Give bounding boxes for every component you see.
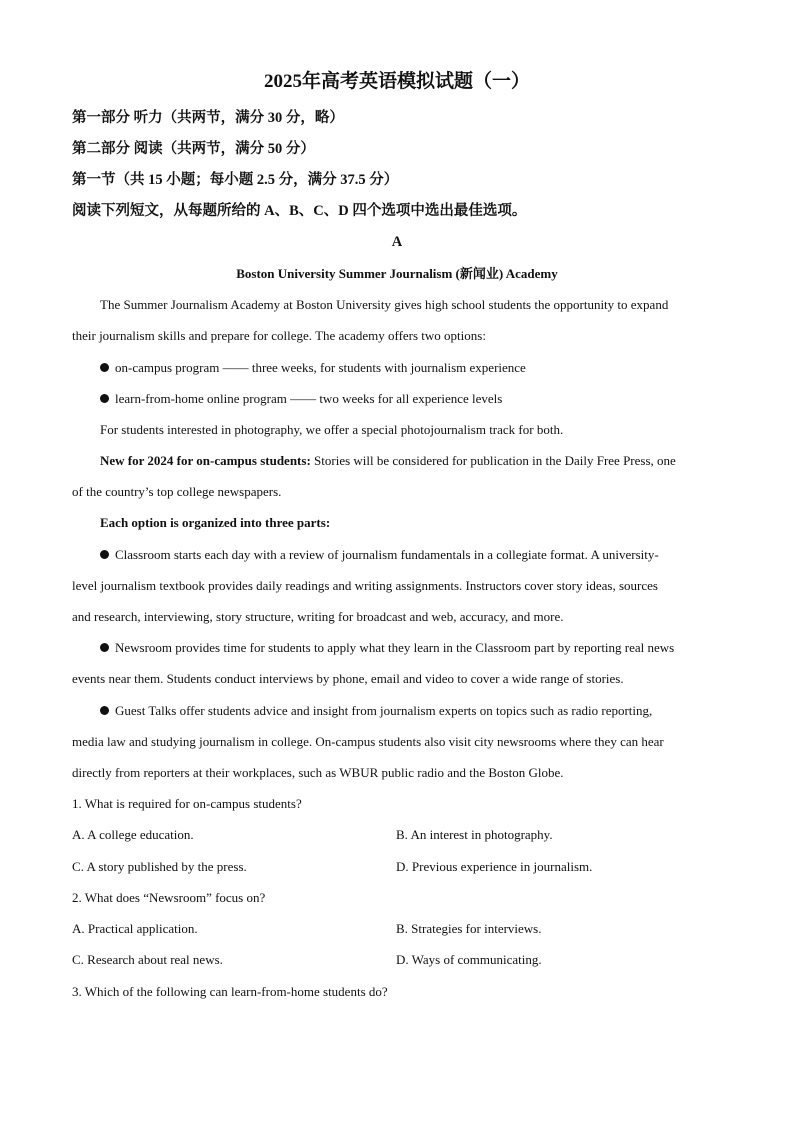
reading-instruction: 阅读下列短文，从每题所给的 A、B、C、D 四个选项中选出最佳选项。 <box>72 203 527 219</box>
bullet-icon <box>100 550 109 559</box>
classroom-text-1: Classroom starts each day with a review of journalism fundamentals in a collegiate format. A university- <box>115 547 659 562</box>
parts-heading: Each option is organized into three parts: <box>100 515 331 530</box>
question-3-stem: 3. Which of the following can learn-from-home students do? <box>72 984 388 999</box>
option-on-campus-text: on-campus program —— three weeks, for students with journalism experience <box>115 360 526 375</box>
newsroom-line-2: events near them. Students conduct interviews by phone, email and video to cover a wide range of stories. <box>72 671 624 686</box>
guest-line-1 <box>100 702 722 720</box>
section1-heading: 第一节（共 15 小题；每小题 2.5 分，满分 37.5 分） <box>72 172 399 188</box>
guest-text-1: Guest Talks offer students advice and insight from journalism experts on topics such as radio reporting, <box>115 703 653 718</box>
passage-label: A <box>391 234 403 250</box>
part2-heading: 第二部分 阅读（共两节，满分 50 分） <box>72 141 315 157</box>
part1-heading: 第一部分 听力（共两节，满分 30 分，略） <box>72 110 344 126</box>
option-on-campus <box>100 359 722 377</box>
intro-line-2: their journalism skills and prepare for college. The academy offers two options: <box>72 328 486 343</box>
newsroom-line-1 <box>100 639 722 657</box>
option-online-text: learn-from-home online program —— two weeks for all experience levels <box>115 391 503 406</box>
question-1-option-d[interactable]: D. Previous experience in journalism. <box>396 859 593 874</box>
newsroom-text-1: Newsroom provides time for students to apply what they learn in the Classroom part by reporting real news <box>115 640 675 655</box>
new-for-2024-line <box>100 452 722 470</box>
question-2-stem: 2. What does “Newsroom” focus on? <box>72 890 266 905</box>
classroom-line-2: level journalism textbook provides daily readings and writing assignments. Instructors cover story ideas, sources <box>72 578 658 593</box>
question-2-option-d[interactable]: D. Ways of communicating. <box>396 952 542 967</box>
bullet-icon <box>100 394 109 403</box>
exam-title: 2025年高考英语模拟试题（一） <box>263 71 530 92</box>
intro-line-1: The Summer Journalism Academy at Boston University gives high school students the opportunity to expand <box>100 297 669 312</box>
photojournalism-line: For students interested in photography, we offer a special photojournalism track for both. <box>100 422 564 437</box>
question-2-option-a[interactable]: A. Practical application. <box>72 921 198 936</box>
question-2-option-c[interactable]: C. Research about real news. <box>72 952 223 967</box>
passage-heading: Boston University Summer Journalism (新闻业) Academy <box>236 266 558 281</box>
question-1-stem: 1. What is required for on-campus students? <box>72 796 302 811</box>
new-for-2024-lead: New for 2024 for on-campus students: <box>100 453 311 468</box>
classroom-line-1 <box>100 546 722 564</box>
question-1-option-c[interactable]: C. A story published by the press. <box>72 859 247 874</box>
question-2-option-b[interactable]: B. Strategies for interviews. <box>396 921 542 936</box>
question-1-option-a[interactable]: A. A college education. <box>72 827 194 842</box>
option-online <box>100 390 722 408</box>
guest-line-3: directly from reporters at their workplaces, such as WBUR public radio and the Boston Globe. <box>72 765 564 780</box>
new-for-2024-text: Stories will be considered for publication in the Daily Free Press, one <box>310 453 676 468</box>
new-for-2024-line-2: of the country’s top college newspapers. <box>72 484 282 499</box>
bullet-icon <box>100 363 109 372</box>
bullet-icon <box>100 706 109 715</box>
question-1-option-b[interactable]: B. An interest in photography. <box>396 827 553 842</box>
guest-line-2: media law and studying journalism in college. On-campus students also visit city newsrooms where they can hear <box>72 734 664 749</box>
classroom-line-3: and research, interviewing, story structure, writing for broadcast and web, accuracy, and more. <box>72 609 564 624</box>
bullet-icon <box>100 643 109 652</box>
